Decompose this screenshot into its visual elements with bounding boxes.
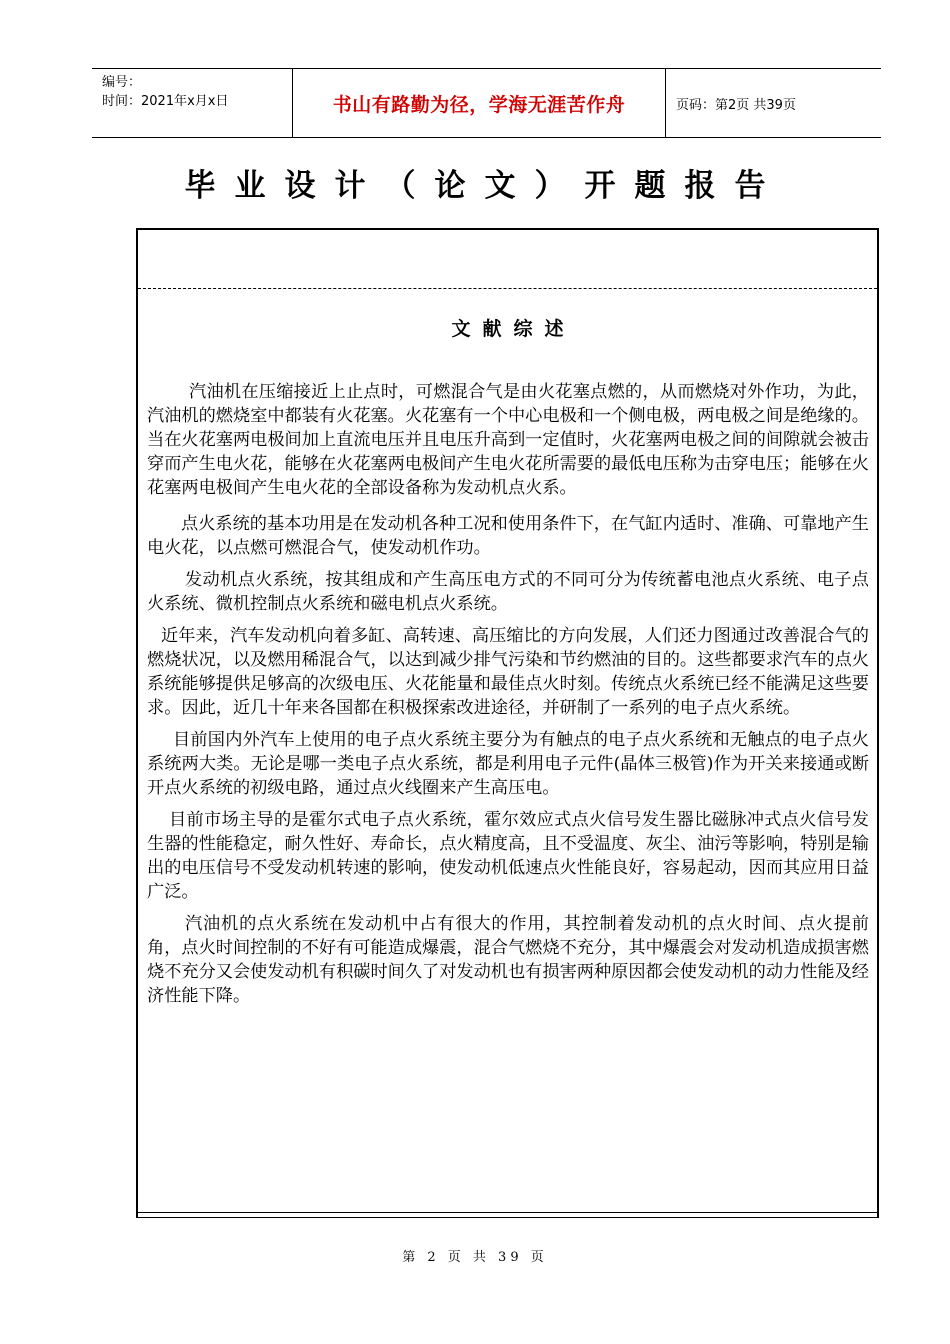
time-label: 时间：2021年x月x日 (102, 94, 229, 109)
document-title: 毕业设计（论文）开题报告 (184, 168, 785, 204)
paragraph: 目前市场主导的是霍尔式电子点火系统，霍尔效应式点火信号发生器比磁脉冲式点火信号发生器的性能稳定，耐久性好、寿命长，点火精度高，且不受温度、灰尘、油污等影响，特别是输出的电压信号不受发动机转速的影响，使发动机低速点火性能良好，容易起动，因而其应用日益广泛。 (147, 810, 869, 902)
paragraph: 汽油机的点火系统在发动机中占有很大的作用，其控制着发动机的点火时间、点火提前角，点火时间控制的不好有可能造成爆震，混合气燃烧不充分，其中爆震会对发动机造成损害燃烧不充分又会使发动机有积碳时间久了对发动机也有损害两种原因都会使发动机的动力性能及经济性能下降。 (147, 914, 869, 1006)
number-label: 编号： (102, 75, 142, 90)
header-page-info: 页码：第2页 共39页 (676, 97, 796, 113)
paragraph: 发动机点火系统，按其组成和产生高压电方式的不同可分为传统蓄电池点火系统、电子点火系统、微机控制点火系统和磁电机点火系统。 (147, 570, 869, 614)
section-title: 文献综述 (451, 318, 576, 340)
dashed-divider (138, 288, 877, 289)
frame-bottom-rule-inner (136, 1217, 879, 1218)
header-motto: 书山有路勤为径，学海无涯苦作舟 (293, 69, 666, 137)
page-header (92, 68, 881, 138)
frame-bottom-rule (136, 1212, 879, 1213)
paragraph: 汽油机在压缩接近上止点时，可燃混合气是由火花塞点燃的，从而燃烧对外作功，为此，汽油机的燃烧室中都装有火花塞。火花塞有一个中心电极和一个侧电极，两电极之间是绝缘的。当在火花塞两电极间加上直流电压并且电压升高到一定值时，火花塞两电极之间的间隙就会被击穿而产生电火花，能够在火花塞两电极间产生电火花所需要的最低电压称为击穿电压；能够在火花塞两电极间产生电火花的全部设备称为发动机点火系。 (147, 382, 869, 498)
report-frame (136, 228, 879, 1218)
header-meta (92, 69, 293, 137)
page-footer: 第 2 页 共 39 页 (402, 1250, 548, 1265)
paragraph: 近年来，汽车发动机向着多缸、高转速、高压缩比的方向发展，人们还力图通过改善混合气的燃烧状况，以及燃用稀混合气，以达到减少排气污染和节约燃油的目的。这些都要求汽车的点火系统能够提供足够高的次级电压、火花能量和最佳点火时刻。传统点火系统已经不能满足这些要求。因此，近几十年来各国都在积极探索改进途径，并研制了一系列的电子点火系统。 (147, 626, 869, 718)
literature-review-body (147, 380, 869, 1016)
paragraph: 目前国内外汽车上使用的电子点火系统主要分为有触点的电子点火系统和无触点的电子点火系统两大类。无论是哪一类电子点火系统，都是利用电子元件(晶体三极管)作为开关来接通或断开点火系统的初级电路，通过点火线圈来产生高压电。 (147, 730, 869, 798)
paragraph: 点火系统的基本功用是在发动机各种工况和使用条件下，在气缸内适时、准确、可靠地产生电火花，以点燃可燃混合气，使发动机作功。 (147, 514, 869, 558)
